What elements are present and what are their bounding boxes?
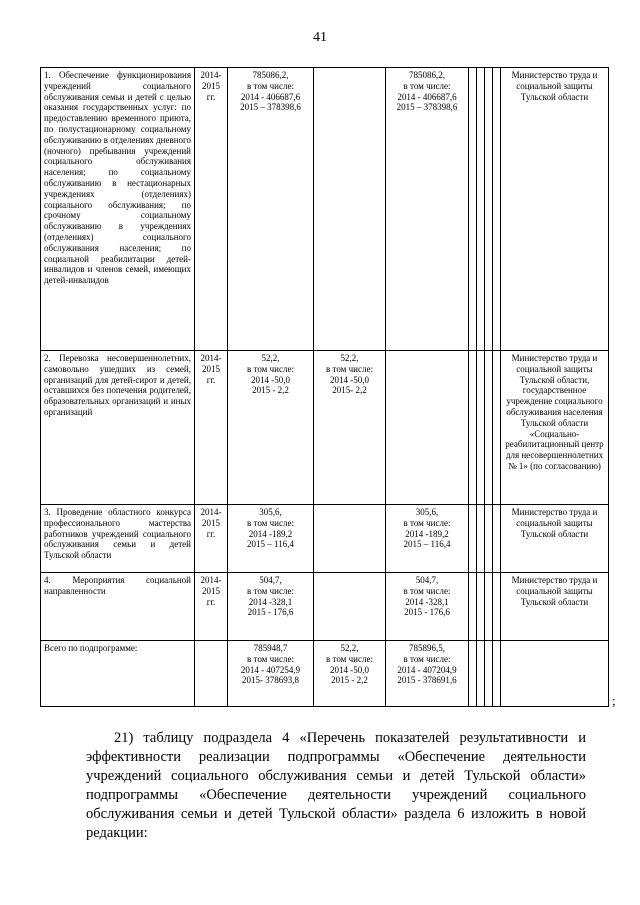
table-row xyxy=(41,68,609,351)
total-label: Всего по подпрограмме: xyxy=(41,641,195,707)
empty-cell xyxy=(469,573,477,641)
empty-cell xyxy=(493,573,501,641)
page-number: 41 xyxy=(313,30,327,45)
period-cell: 2014-2015 гг. xyxy=(195,351,228,505)
empty-cell xyxy=(485,351,493,505)
empty-cell xyxy=(477,351,485,505)
responsible-agency: Министерство труда и социальной защиты Тульской области xyxy=(501,68,609,351)
total-amount: 52,2, в том числе: 2014 -50,0 2015 - 2,2 xyxy=(228,351,314,505)
amendment-paragraph: 21) таблицу подраздела 4 «Перечень показателей результативности и эффективности реализации подпрограммы «Обеспечение деятельности учреждений социального обслуживания семьи и детей Тульской области» подпрограммы «Обеспечение деятельности учреждений социального обслуживания семьи и детей Тульской области» раздела 6 изложить в новой редакции: xyxy=(86,730,586,841)
empty-cell xyxy=(477,641,485,707)
measure-name: 1. Обеспечение функционирования учреждений социального обслуживания семьи и детей с целью оказания государственных услуг: по предоставлению временного приюта, по полустационарному социальному обслуживанию в отделениях дневного (ночного) пребывания учреждений социального обслуживания населения; по социальному обслуживанию в нестационарных учреждениях (отделениях) социального обслуживания; по срочному социальному обслуживанию в учреждениях (отделениях) социального обслуживания населения; по социальной реабилитации детей-инвалидов и членов семей, имеющих детей-инвалидов xyxy=(41,68,195,351)
empty-cell xyxy=(493,351,501,505)
measure-name: 3. Проведение областного конкурса профессионального мастерства работников учреждений социального обслуживания семьи и детей Тульской области xyxy=(41,505,195,573)
budget-table xyxy=(40,67,609,707)
empty-cell xyxy=(477,68,485,351)
responsible-agency xyxy=(501,641,609,707)
empty-cell xyxy=(485,641,493,707)
closing-semicolon: ; xyxy=(612,693,616,708)
federal-amount: 52,2, в том числе: 2014 -50,0 2015- 2,2 xyxy=(314,351,386,505)
empty-cell xyxy=(493,68,501,351)
empty-cell xyxy=(485,573,493,641)
table-row xyxy=(41,351,609,505)
empty-cell xyxy=(485,505,493,573)
total-row xyxy=(41,641,609,707)
total-amount: 785948,7 в том числе: 2014 - 407254,9 2015- 378693,8 xyxy=(228,641,314,707)
empty-cell xyxy=(493,641,501,707)
total-amount: 305,6, в том числе: 2014 -189,2 2015 – 116,4 xyxy=(228,505,314,573)
empty-cell xyxy=(469,351,477,505)
federal-amount xyxy=(314,573,386,641)
regional-amount: 785086,2, в том числе: 2014 - 406687,6 2015 – 378398,6 xyxy=(386,68,469,351)
regional-amount xyxy=(386,351,469,505)
empty-cell xyxy=(469,641,477,707)
period-cell: 2014-2015 гг. xyxy=(195,573,228,641)
total-amount: 785086,2, в том числе: 2014 - 406687,6 2015 – 378398,6 xyxy=(228,68,314,351)
federal-amount: 52,2, в том числе: 2014 -50,0 2015 - 2,2 xyxy=(314,641,386,707)
federal-amount xyxy=(314,68,386,351)
measure-name: 2. Перевозка несовершеннолетних, самовольно ушедших из семей, организаций для детей-сирот и детей, оставшихся без попечения родителей, образовательных организаций и иных организаций xyxy=(41,351,195,505)
empty-cell xyxy=(493,505,501,573)
regional-amount: 504,7, в том числе: 2014 -328,1 2015 - 176,6 xyxy=(386,573,469,641)
table-row xyxy=(41,505,609,573)
regional-amount: 785896,5, в том числе: 2014 - 407204,9 2015 - 378691,6 xyxy=(386,641,469,707)
empty-cell xyxy=(469,68,477,351)
empty-cell xyxy=(485,68,493,351)
total-amount: 504,7, в том числе: 2014 -328,1 2015 - 176,6 xyxy=(228,573,314,641)
period-cell xyxy=(195,641,228,707)
responsible-agency: Министерство труда и социальной защиты Тульской области xyxy=(501,573,609,641)
responsible-agency: Министерство труда и социальной защиты Тульской области xyxy=(501,505,609,573)
period-cell: 2014-2015 гг. xyxy=(195,68,228,351)
empty-cell xyxy=(469,505,477,573)
period-cell: 2014-2015 гг. xyxy=(195,505,228,573)
empty-cell xyxy=(477,573,485,641)
empty-cell xyxy=(477,505,485,573)
federal-amount xyxy=(314,505,386,573)
responsible-agency: Министерство труда и социальной защиты Тульской области, государственное учреждение социального обслуживания населения Тульской области «Социально-реабилитационный центр для несовершеннолетних № 1» (по согласованию) xyxy=(501,351,609,505)
table-row xyxy=(41,573,609,641)
measure-name: 4. Мероприятия социальной направленности xyxy=(41,573,195,641)
regional-amount: 305,6, в том числе: 2014 -189,2 2015 – 116,4 xyxy=(386,505,469,573)
